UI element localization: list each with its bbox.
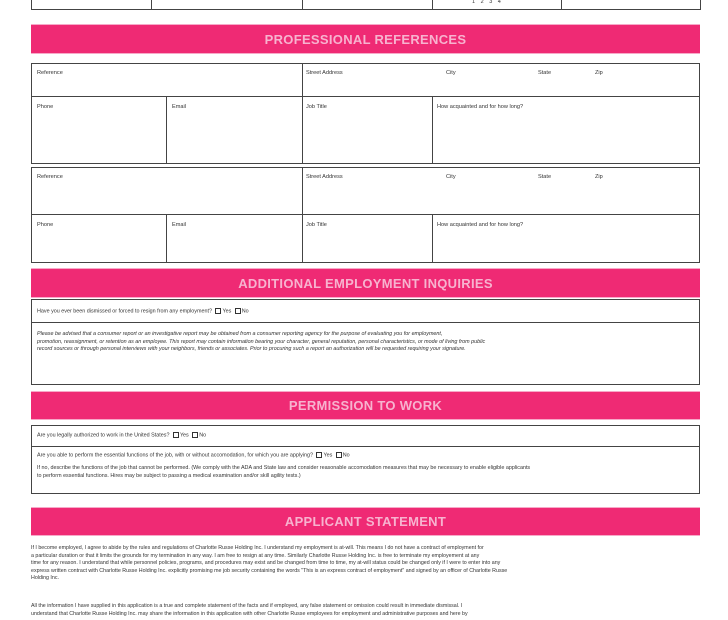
statement-line-7: understand that Charlotte Russe Holding Inc. may share the information in this application with other Charlotte Russe employees for employment and administrative purposes and here by	[31, 610, 468, 617]
reference-label: Reference	[37, 174, 63, 180]
advisory-line-2: promotion, reassignment, or retention as an employee. This report may contain information bearing your character, general reputation, personal characteristics, or mode of living from public	[37, 338, 486, 345]
yes-label: Yes	[323, 452, 333, 459]
section-title: ADDITIONAL EMPLOYMENT INQUIRIES	[238, 275, 493, 291]
reference-label: Reference	[37, 70, 63, 76]
section-title: APPLICANT STATEMENT	[284, 514, 447, 529]
phone-field[interactable]	[31, 96, 167, 164]
acquainted-label: How acquainted and for how long?	[437, 222, 524, 228]
no-label: No	[342, 452, 350, 459]
statement-line-6: All the information I have supplied in this application is a true and complete statement of the facts and if employed, any false statement or omission could result in immediate dismissal. I	[31, 603, 463, 609]
state-label: State	[538, 174, 552, 180]
professional-references-banner	[31, 24, 700, 54]
previous-table-fragment	[31, 0, 701, 10]
describe-line-2: to perform essential functions. Hires may be subject to passing a medical examination and/or skill agility tests.)	[37, 472, 301, 479]
job-title-label: Job Title	[306, 104, 327, 110]
describe-line-1: If no, describe the functions of the job that cannot be performed. (We comply with the ADA and State law and consider reasonable accomodation measures that may be necessary to enable eligible applicants	[37, 465, 531, 471]
advisory-line-1: Please be advised that a consumer report or an investigative report may be obtained from a consumer reporting agency for the purpose of evaluating you for employment,	[37, 331, 443, 337]
email-label: Email	[172, 222, 186, 228]
statement-line-2: a particular duration or that it limits the grounds for my termination in any way. I am free to resign at any time. Similarly Charlotte Russe Holding Inc. is free to terminate my employement at any	[31, 552, 480, 559]
acquainted-label: How acquainted and for how long?	[437, 104, 524, 110]
authorized-question: Are you legally authorized to work in the United States?	[37, 432, 170, 439]
statement-line-5: Holding Inc.	[31, 575, 59, 582]
no-label: No	[199, 432, 207, 439]
email-field[interactable]	[166, 96, 303, 164]
email-label: Email	[172, 104, 186, 110]
yes-checkbox[interactable]	[215, 308, 221, 314]
no-checkbox[interactable]	[235, 308, 241, 314]
acquainted-field[interactable]	[432, 96, 700, 164]
phone-label: Phone	[37, 104, 54, 110]
address-field[interactable]	[302, 167, 700, 215]
statement-line-1: If I become employed, I agree to abide by the rules and regulations of Charlotte Russe Holding Inc. I understand my employment is at-will. This means I do not have a contract of employment for	[31, 545, 484, 551]
reference-field[interactable]	[31, 167, 303, 215]
section-title: PROFESSIONAL REFERENCES	[264, 31, 467, 47]
authorized-yes-checkbox[interactable]	[173, 432, 179, 438]
reference-field[interactable]	[31, 63, 303, 97]
city-label: City	[446, 70, 456, 76]
additional-inquiries-banner	[31, 268, 700, 298]
no-label: No	[241, 308, 249, 315]
authorized-question-row	[31, 425, 700, 447]
zip-label: Zip	[595, 174, 603, 180]
zip-label: Zip	[595, 70, 603, 76]
consumer-report-notice	[31, 322, 700, 385]
permission-to-work-banner	[31, 391, 700, 420]
rating-scale	[472, 0, 501, 5]
state-label: State	[538, 70, 552, 76]
essential-question: Are you able to perform the essential functions of the job, with or without accomodation, for which you are applying?	[37, 452, 313, 459]
rating-2: 2	[480, 0, 484, 5]
yes-label: Yes	[179, 432, 189, 439]
street-address-label: Street Address	[306, 70, 343, 76]
authorized-no-checkbox[interactable]	[192, 432, 198, 438]
section-title: PERMISSION TO WORK	[288, 398, 443, 413]
phone-label: Phone	[37, 222, 54, 228]
job-title-label: Job Title	[306, 222, 327, 228]
essential-functions-row	[31, 446, 700, 494]
applicant-statement-banner	[31, 507, 700, 536]
advisory-line-3: record sources or through personal interviews with your neighbors, friends or associates. Prior to procuring such a report an authorization will be requested requiring your signature.	[37, 346, 466, 352]
rating-4: 4	[497, 0, 501, 5]
street-address-label: Street Address	[306, 174, 343, 180]
city-label: City	[446, 174, 456, 180]
at-will-statement	[31, 545, 700, 583]
dismissed-question-row	[31, 299, 700, 323]
phone-field[interactable]	[31, 214, 167, 263]
rating-1: 1	[472, 0, 476, 5]
acquainted-field[interactable]	[432, 214, 700, 263]
truthfulness-statement	[31, 603, 700, 618]
email-field[interactable]	[166, 214, 303, 263]
address-field[interactable]	[302, 63, 700, 97]
essential-yes-checkbox[interactable]	[316, 452, 322, 458]
statement-line-4: express written contract with Charlotte Russe Holding Inc. explicitly promising me job security containing the words "This is an express contract of employment" and signed by an officer of Charlotte Russe	[31, 567, 508, 574]
rating-3: 3	[489, 0, 493, 5]
yes-label: Yes	[222, 308, 232, 315]
dismissed-question: Have you ever been dismissed or forced to resign from any employment?	[37, 308, 212, 315]
job-title-field[interactable]	[302, 214, 433, 263]
statement-line-3: time for any reason. I understand that while personnel policies, programs, and procedures may exist and be changed from time to time, my at-will status could be changed only if I were to enter into any	[31, 560, 501, 567]
essential-no-checkbox[interactable]	[336, 452, 342, 458]
job-title-field[interactable]	[302, 96, 433, 164]
